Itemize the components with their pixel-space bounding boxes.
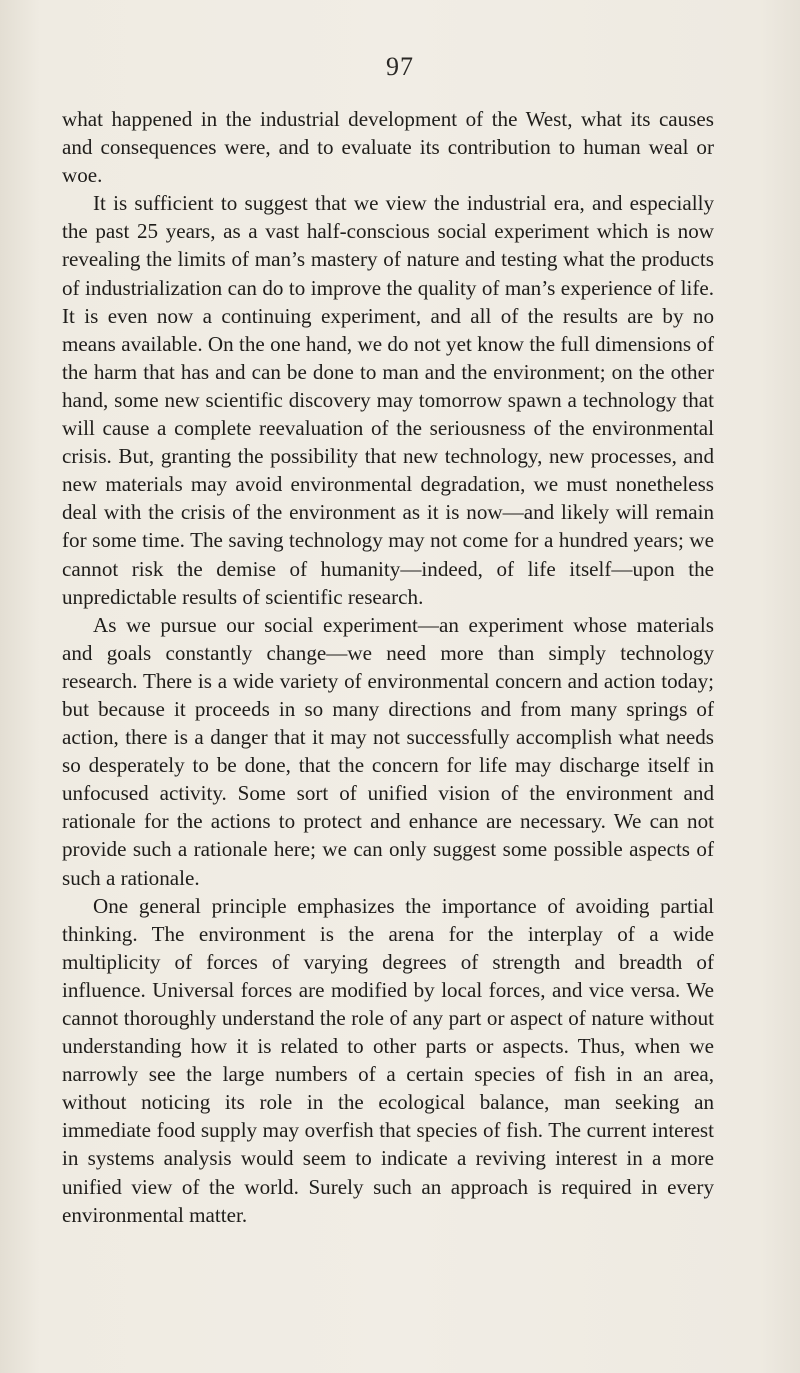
paragraph: As we pursue our social experiment—an experiment whose materials and goals constantly change—we need more than simply technology research. There is a wide variety of environmental concern and action today; but because it proceeds in so many directions and from many springs of action, there is a danger that it may not successfully accomplish what needs so desperately to be done, that the concern for life may discharge itself in unfocused activity. Some sort of unified vision of the environment and rationale for the actions to protect and enhance are necessary. We can not provide such a rationale here; we can only suggest some possible aspects of such a rationale.	[62, 612, 714, 890]
paragraph-continuation: what happened in the industrial development of the West, what its causes and consequences were, and to evaluate its contribution to human weal or woe.	[62, 107, 714, 188]
page-number: 97	[386, 52, 414, 81]
paragraph: It is sufficient to suggest that we view the industrial era, and especially the past 25 years, as a vast half-conscious social experiment which is now revealing the limits of man’s mastery of nature and testing what the products of industrialization can do to improve the quality of man’s experience of life. It is even now a continuing experiment, and all of the results are by no means available. On the one hand, we do not yet know the full dimensions of the harm that has and can be done to man and the environment; on the other hand, some new scientific discovery may tomorrow spawn a technology that will cause a complete reevaluation of the seriousness of the environmental crisis. But, granting the possibility that new technology, new processes, and new materials may avoid environmental degradation, we must nonetheless deal with the crisis of the environment as it is now—and likely will remain for some time. The saving technology may not come for a hundred years; we cannot risk the demise of humanity—indeed, of life itself—upon the unpredictable results of scientific research.	[62, 191, 714, 609]
body-text	[62, 105, 714, 1229]
paragraph: One general principle emphasizes the importance of avoiding partial thinking. The environment is the arena for the interplay of a wide multiplicity of forces of varying degrees of strength and breadth of influence. Universal forces are modified by local forces, and vice versa. We cannot thoroughly understand the role of any part or aspect of nature without understanding how it is related to other parts or aspects. Thus, when we narrowly see the large numbers of a certain species of fish in an area, without noticing its role in the ecological balance, man seeking an immediate food supply may overfish that species of fish. The current interest in systems analysis would seem to indicate a reviving interest in a more unified view of the world. Surely such an approach is required in every environmental matter.	[62, 893, 714, 1227]
